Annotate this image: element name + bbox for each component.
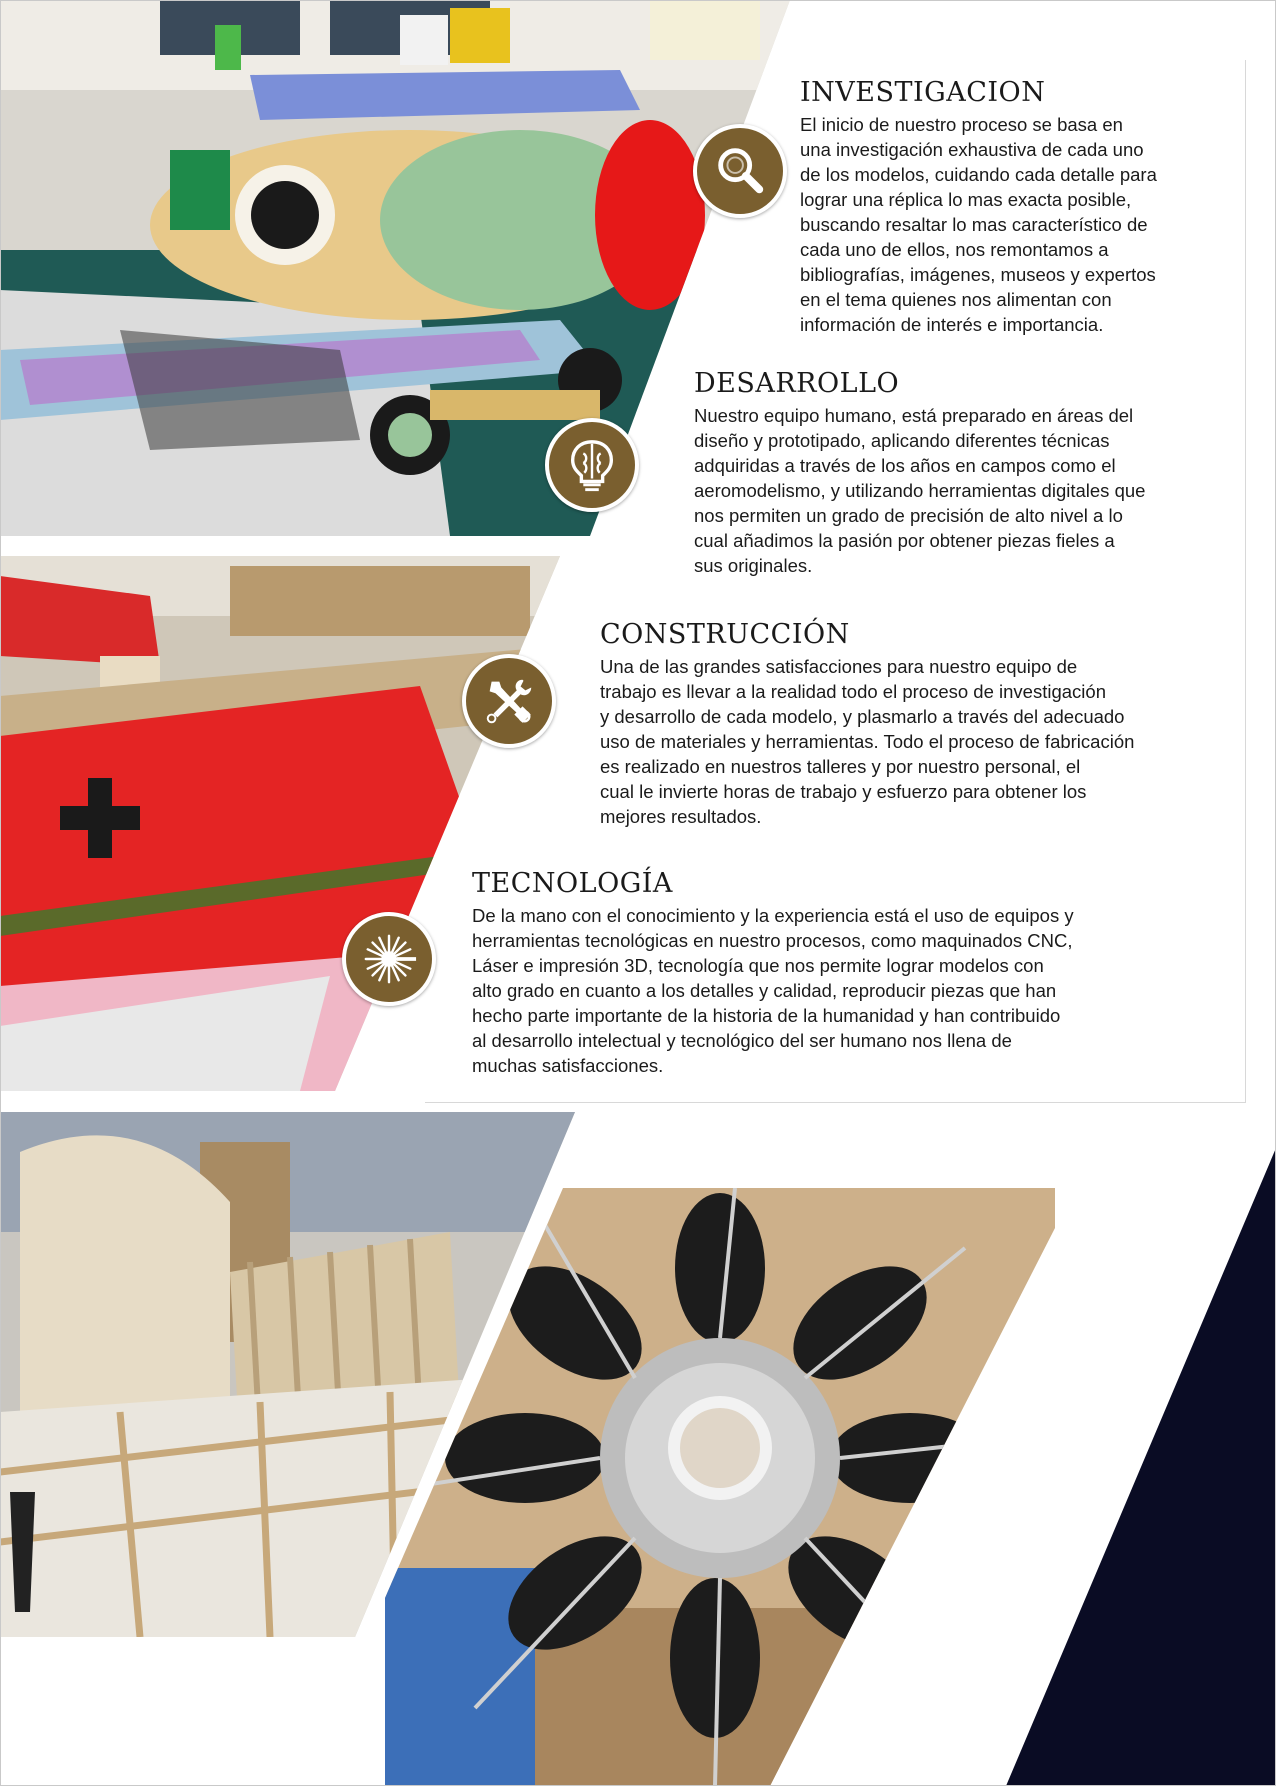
section-title: INVESTIGACION: [800, 77, 1046, 108]
brain-bulb-icon: [545, 418, 639, 512]
section-body: De la mano con el conocimiento y la experiencia está el uso de equipos y herramientas tecnológicas en nuestro procesos, como maquinados CNC, Láser e impresión 3D, tecnología que nos permite lograr modelos con alto grado en cuanto a los detalles y calidad, reproducir piezas que han hecho parte importante de la historia de la humanidad y han contribuido al desarrollo intelectual y tecnológico del ser humano nos llena de muchas satisfacciones.: [472, 905, 1074, 1076]
section-title: TECNOLOGÍA: [472, 868, 673, 899]
section-investigacion: [800, 77, 1240, 337]
section-body: El inicio de nuestro proceso se basa en una investigación exhaustiva de cada uno de los modelos, cuidando cada detalle para lograr una réplica lo mas exacta posible, buscando resaltar lo mas característico de cada uno de ellos, nos remontamos a bibliografías, imágenes, museos y expertos en el tema quienes nos alimentan con información de interés e importancia.: [800, 114, 1157, 335]
laser-icon: [342, 912, 436, 1006]
section-tecnologia: [472, 868, 1232, 1078]
tools-icon: [462, 654, 556, 748]
section-construccion: [600, 619, 1240, 829]
search-icon: [693, 124, 787, 218]
section-body: Una de las grandes satisfacciones para nuestro equipo de trabajo es llevar a la realidad todo el proceso de investigación y desarrollo de cada modelo, y plasmarlo a través del adecuado uso de materiales y herramientas. Todo el proceso de fabricación es realizado en nuestros talleres y por nuestro personal, el cual le invierte horas de trabajo y esfuerzo para obtener los mejores resultados.: [600, 656, 1135, 827]
section-title: CONSTRUCCIÓN: [600, 619, 850, 650]
section-body: Nuestro equipo humano, está preparado en áreas del diseño y prototipado, aplicando diferentes técnicas adquiridas a través de los años en campos como el aeromodelismo, y utilizando herramientas digitales que nos permiten un grado de precisión de alto nivel a lo cual añadimos la pasión por obtener piezas fieles a sus originales.: [694, 405, 1146, 576]
section-title: DESARROLLO: [694, 368, 900, 399]
section-desarrollo: [694, 368, 1234, 578]
